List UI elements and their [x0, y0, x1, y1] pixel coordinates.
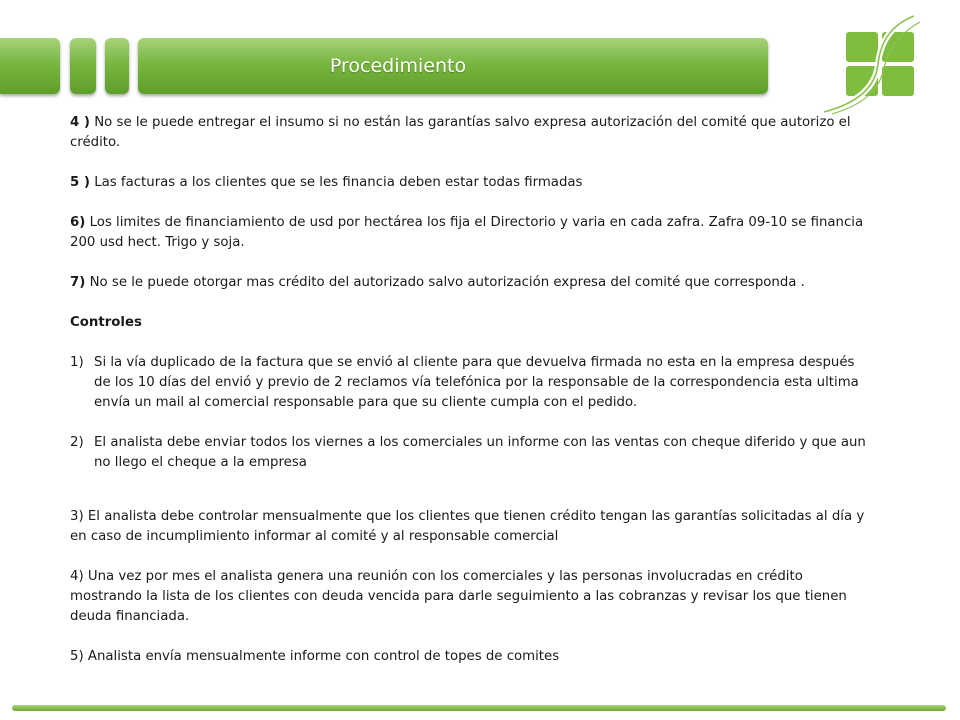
company-logo-icon — [818, 12, 930, 116]
header-bar-segment-2 — [70, 38, 96, 94]
content-body — [70, 113, 870, 667]
controles-heading: Controles — [70, 315, 142, 330]
header-bar-segment-3 — [105, 38, 129, 94]
item-6: 6) Los limites de financiamiento de usd por hectárea los fija el Directorio y varia en cada zafra. Zafra 09-10 se financia 200 usd hect. Trigo y soja. — [70, 215, 864, 250]
control-item-2: 2) El analista debe enviar todos los viernes a los comerciales un informe con las ventas con cheque diferido y que aun no llego el cheque a la empresa — [70, 435, 866, 470]
page-title: Procedimiento — [329, 55, 467, 77]
control-item-1: 1) Si la vía duplicado de la factura que se envió al cliente para que devuelva firmada no esta en la empresa después de los 10 días del envió y previo de 2 reclamos vía telefónica por la responsable de la correspondencia esta ultima envía un mail al comercial responsable para que su cliente cumpla con el pedido. — [70, 355, 859, 410]
item-5: 5 ) Las facturas a los clientes que se les financia deben estar todas firmadas — [70, 175, 583, 190]
control-item-3: 3) El analista debe controlar mensualmente que los clientes que tienen crédito tengan las garantías solicitadas al día y en caso de incumplimiento informar al comité y al responsable comercial — [70, 509, 865, 544]
item-4: 4 ) No se le puede entregar el insumo si no están las garantías salvo expresa autorización del comité que autorizo el crédito. — [70, 115, 851, 150]
header-bar-segment-1 — [0, 38, 60, 94]
footer-divider — [12, 705, 946, 711]
control-item-4: 4) Una vez por mes el analista genera una reunión con los comerciales y las personas involucradas en crédito mostrando la lista de los clientes con deuda vencida para darle seguimiento a las cobranzas y revisar los que tienen deuda financiada. — [70, 569, 847, 624]
control-item-5: 5) Analista envía mensualmente informe con control de topes de comites — [70, 649, 560, 664]
item-7: 7) No se le puede otorgar mas crédito del autorizado salvo autorización expresa del comité que corresponda . — [70, 275, 805, 290]
